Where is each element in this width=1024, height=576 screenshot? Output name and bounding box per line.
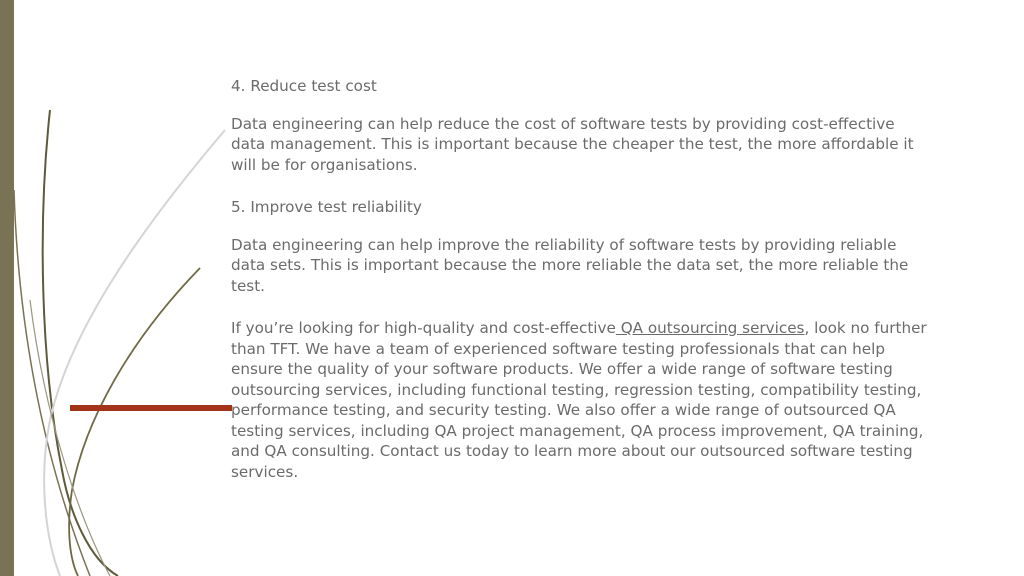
section-heading-reduce-cost: 4. Reduce test cost bbox=[231, 77, 377, 95]
accent-red-bar bbox=[70, 405, 232, 411]
closing-text-after-link: , look no further than TFT. We have a team of experienced software testing professionals that can help ensure the quality of your software products. We offer a wide range of software testing outsourcing services, including functional testing, regression testing, compatibility testing, performance testing, and security testing. We also offer a wide range of outsourced QA testing services, including QA project management, QA process improvement, QA training, and QA consulting. Contact us today to learn more about our outsourced software testing services. bbox=[231, 319, 927, 481]
qa-outsourcing-link[interactable]: QA outsourcing services bbox=[615, 319, 805, 337]
main-content bbox=[231, 76, 931, 482]
section-body-reliability: Data engineering can help improve the reliability of software tests by providing reliable data sets. This is important because the more reliable the data set, the more reliable the test. bbox=[231, 235, 909, 295]
closing-text-before-link: If you’re looking for high-quality and cost-effective bbox=[231, 319, 616, 337]
section-heading-reliability: 5. Improve test reliability bbox=[231, 198, 422, 216]
section-body-reduce-cost: Data engineering can help reduce the cost of software tests by providing cost-effective data management. This is important because the cheaper the test, the more affordable it will be for organisations. bbox=[231, 114, 914, 174]
decorative-curves bbox=[0, 0, 260, 576]
closing-paragraph bbox=[231, 318, 931, 482]
